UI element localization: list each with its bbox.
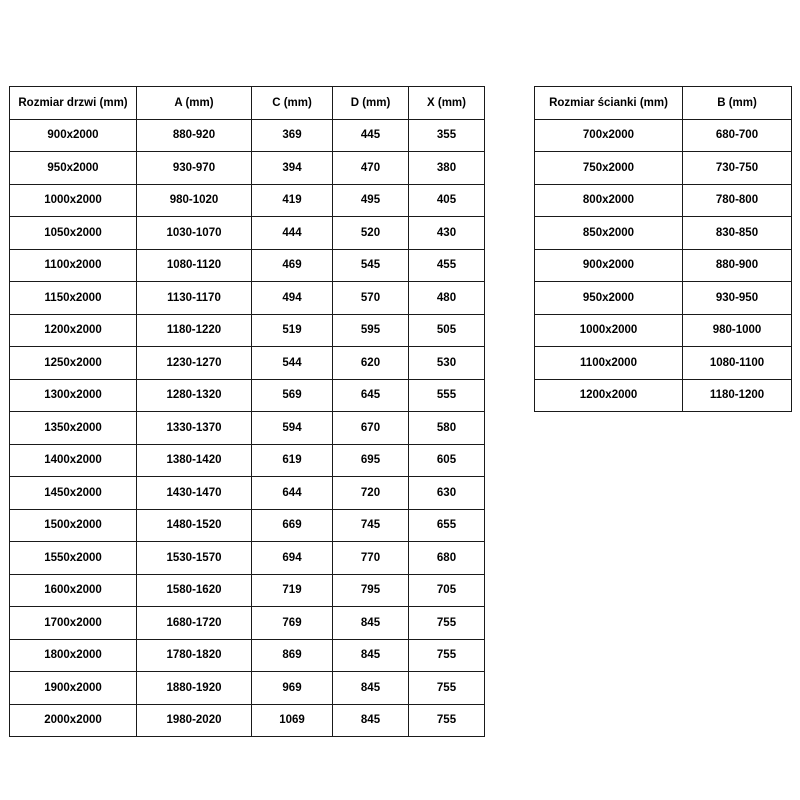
door-cell-r10-c1: 1380-1420 [137,444,252,477]
door-cell-r13-c0: 1550x2000 [10,542,137,575]
door-cell-r11-c3: 720 [333,477,409,510]
door-cell-r3-c4: 430 [409,217,485,250]
wall-table-body [535,119,792,412]
door-cell-r9-c4: 580 [409,412,485,445]
door-cell-r4-c4: 455 [409,249,485,282]
table-row [535,152,792,185]
door-cell-r14-c0: 1600x2000 [10,574,137,607]
door-cell-r4-c0: 1100x2000 [10,249,137,282]
wall-cell-r2-c0: 800x2000 [535,184,683,217]
door-cell-r2-c2: 419 [252,184,333,217]
wall-cell-r3-c1: 830-850 [683,217,792,250]
door-cell-r0-c3: 445 [333,119,409,152]
door-cell-r2-c1: 980-1020 [137,184,252,217]
column-header-c: C (mm) [252,87,333,120]
door-cell-r1-c2: 394 [252,152,333,185]
wall-cell-r7-c0: 1100x2000 [535,347,683,380]
door-cell-r14-c4: 705 [409,574,485,607]
door-cell-r10-c0: 1400x2000 [10,444,137,477]
wall-size-table [534,86,792,412]
table-header-row [535,87,792,120]
wall-cell-r4-c1: 880-900 [683,249,792,282]
door-cell-r16-c2: 869 [252,639,333,672]
door-cell-r4-c2: 469 [252,249,333,282]
wall-cell-r5-c0: 950x2000 [535,282,683,315]
door-cell-r15-c3: 845 [333,607,409,640]
door-cell-r15-c2: 769 [252,607,333,640]
door-cell-r9-c0: 1350x2000 [10,412,137,445]
door-cell-r8-c4: 555 [409,379,485,412]
door-cell-r9-c3: 670 [333,412,409,445]
door-cell-r16-c0: 1800x2000 [10,639,137,672]
door-cell-r0-c1: 880-920 [137,119,252,152]
door-cell-r18-c4: 755 [409,704,485,737]
wall-cell-r8-c0: 1200x2000 [535,379,683,412]
table-row [535,184,792,217]
door-table-header [10,87,485,120]
table-row [10,444,485,477]
table-row [10,574,485,607]
table-row [535,217,792,250]
door-cell-r13-c2: 694 [252,542,333,575]
door-cell-r8-c3: 645 [333,379,409,412]
table-row [10,314,485,347]
door-cell-r4-c3: 545 [333,249,409,282]
wall-cell-r0-c1: 680-700 [683,119,792,152]
table-row [535,347,792,380]
door-cell-r12-c2: 669 [252,509,333,542]
wall-cell-r0-c0: 700x2000 [535,119,683,152]
door-cell-r3-c0: 1050x2000 [10,217,137,250]
table-row [535,282,792,315]
table-row [10,704,485,737]
door-cell-r2-c4: 405 [409,184,485,217]
door-cell-r15-c0: 1700x2000 [10,607,137,640]
table-row [10,542,485,575]
door-cell-r7-c4: 530 [409,347,485,380]
column-header-x: X (mm) [409,87,485,120]
door-cell-r1-c0: 950x2000 [10,152,137,185]
door-cell-r14-c3: 795 [333,574,409,607]
door-cell-r0-c0: 900x2000 [10,119,137,152]
column-header-door-size: Rozmiar drzwi (mm) [10,87,137,120]
door-cell-r2-c3: 495 [333,184,409,217]
door-cell-r11-c4: 630 [409,477,485,510]
door-cell-r18-c0: 2000x2000 [10,704,137,737]
table-row [535,379,792,412]
door-cell-r16-c4: 755 [409,639,485,672]
door-cell-r10-c2: 619 [252,444,333,477]
door-table-body [10,119,485,737]
door-cell-r9-c2: 594 [252,412,333,445]
column-header-d: D (mm) [333,87,409,120]
table-row [535,119,792,152]
door-cell-r14-c1: 1580-1620 [137,574,252,607]
door-cell-r11-c2: 644 [252,477,333,510]
column-header-wall-size: Rozmiar ścianki (mm) [535,87,683,120]
door-cell-r10-c4: 605 [409,444,485,477]
door-cell-r1-c3: 470 [333,152,409,185]
wall-cell-r2-c1: 780-800 [683,184,792,217]
door-cell-r10-c3: 695 [333,444,409,477]
wall-cell-r6-c0: 1000x2000 [535,314,683,347]
wall-cell-r1-c0: 750x2000 [535,152,683,185]
column-header-b: B (mm) [683,87,792,120]
table-row [10,639,485,672]
door-cell-r18-c2: 1069 [252,704,333,737]
door-cell-r7-c3: 620 [333,347,409,380]
door-cell-r3-c1: 1030-1070 [137,217,252,250]
table-row [10,184,485,217]
door-cell-r13-c4: 680 [409,542,485,575]
door-cell-r15-c4: 755 [409,607,485,640]
door-cell-r14-c2: 719 [252,574,333,607]
table-row [10,217,485,250]
door-cell-r6-c0: 1200x2000 [10,314,137,347]
door-cell-r5-c1: 1130-1170 [137,282,252,315]
wall-cell-r5-c1: 930-950 [683,282,792,315]
table-row [10,119,485,152]
wall-table-header [535,87,792,120]
table-row [10,249,485,282]
door-cell-r17-c0: 1900x2000 [10,672,137,705]
table-header-row [10,87,485,120]
door-cell-r17-c2: 969 [252,672,333,705]
door-cell-r0-c2: 369 [252,119,333,152]
wall-cell-r8-c1: 1180-1200 [683,379,792,412]
door-cell-r12-c0: 1500x2000 [10,509,137,542]
door-cell-r16-c3: 845 [333,639,409,672]
wall-cell-r7-c1: 1080-1100 [683,347,792,380]
door-cell-r1-c1: 930-970 [137,152,252,185]
door-cell-r13-c1: 1530-1570 [137,542,252,575]
door-cell-r1-c4: 380 [409,152,485,185]
table-row [535,314,792,347]
door-cell-r7-c2: 544 [252,347,333,380]
door-cell-r3-c3: 520 [333,217,409,250]
door-cell-r7-c1: 1230-1270 [137,347,252,380]
door-cell-r5-c4: 480 [409,282,485,315]
door-cell-r17-c1: 1880-1920 [137,672,252,705]
door-cell-r5-c2: 494 [252,282,333,315]
door-cell-r11-c1: 1430-1470 [137,477,252,510]
door-cell-r11-c0: 1450x2000 [10,477,137,510]
table-row [10,152,485,185]
wall-cell-r4-c0: 900x2000 [535,249,683,282]
table-row [10,347,485,380]
door-cell-r17-c3: 845 [333,672,409,705]
door-cell-r18-c1: 1980-2020 [137,704,252,737]
door-cell-r2-c0: 1000x2000 [10,184,137,217]
table-row [10,412,485,445]
table-row [10,282,485,315]
door-cell-r0-c4: 355 [409,119,485,152]
table-row [10,379,485,412]
door-cell-r5-c0: 1150x2000 [10,282,137,315]
table-row [535,249,792,282]
wall-cell-r1-c1: 730-750 [683,152,792,185]
table-row [10,607,485,640]
column-header-a: A (mm) [137,87,252,120]
door-cell-r9-c1: 1330-1370 [137,412,252,445]
door-cell-r3-c2: 444 [252,217,333,250]
door-cell-r16-c1: 1780-1820 [137,639,252,672]
door-cell-r17-c4: 755 [409,672,485,705]
door-cell-r7-c0: 1250x2000 [10,347,137,380]
door-cell-r4-c1: 1080-1120 [137,249,252,282]
door-cell-r6-c1: 1180-1220 [137,314,252,347]
door-cell-r6-c4: 505 [409,314,485,347]
door-cell-r13-c3: 770 [333,542,409,575]
door-cell-r8-c1: 1280-1320 [137,379,252,412]
door-cell-r18-c3: 845 [333,704,409,737]
wall-cell-r6-c1: 980-1000 [683,314,792,347]
door-cell-r5-c3: 570 [333,282,409,315]
door-cell-r8-c0: 1300x2000 [10,379,137,412]
table-row [10,477,485,510]
door-cell-r12-c4: 655 [409,509,485,542]
door-cell-r6-c2: 519 [252,314,333,347]
wall-cell-r3-c0: 850x2000 [535,217,683,250]
door-cell-r8-c2: 569 [252,379,333,412]
table-row [10,509,485,542]
door-size-table [9,86,485,737]
door-cell-r12-c1: 1480-1520 [137,509,252,542]
door-cell-r6-c3: 595 [333,314,409,347]
table-row [10,672,485,705]
door-cell-r12-c3: 745 [333,509,409,542]
door-cell-r15-c1: 1680-1720 [137,607,252,640]
